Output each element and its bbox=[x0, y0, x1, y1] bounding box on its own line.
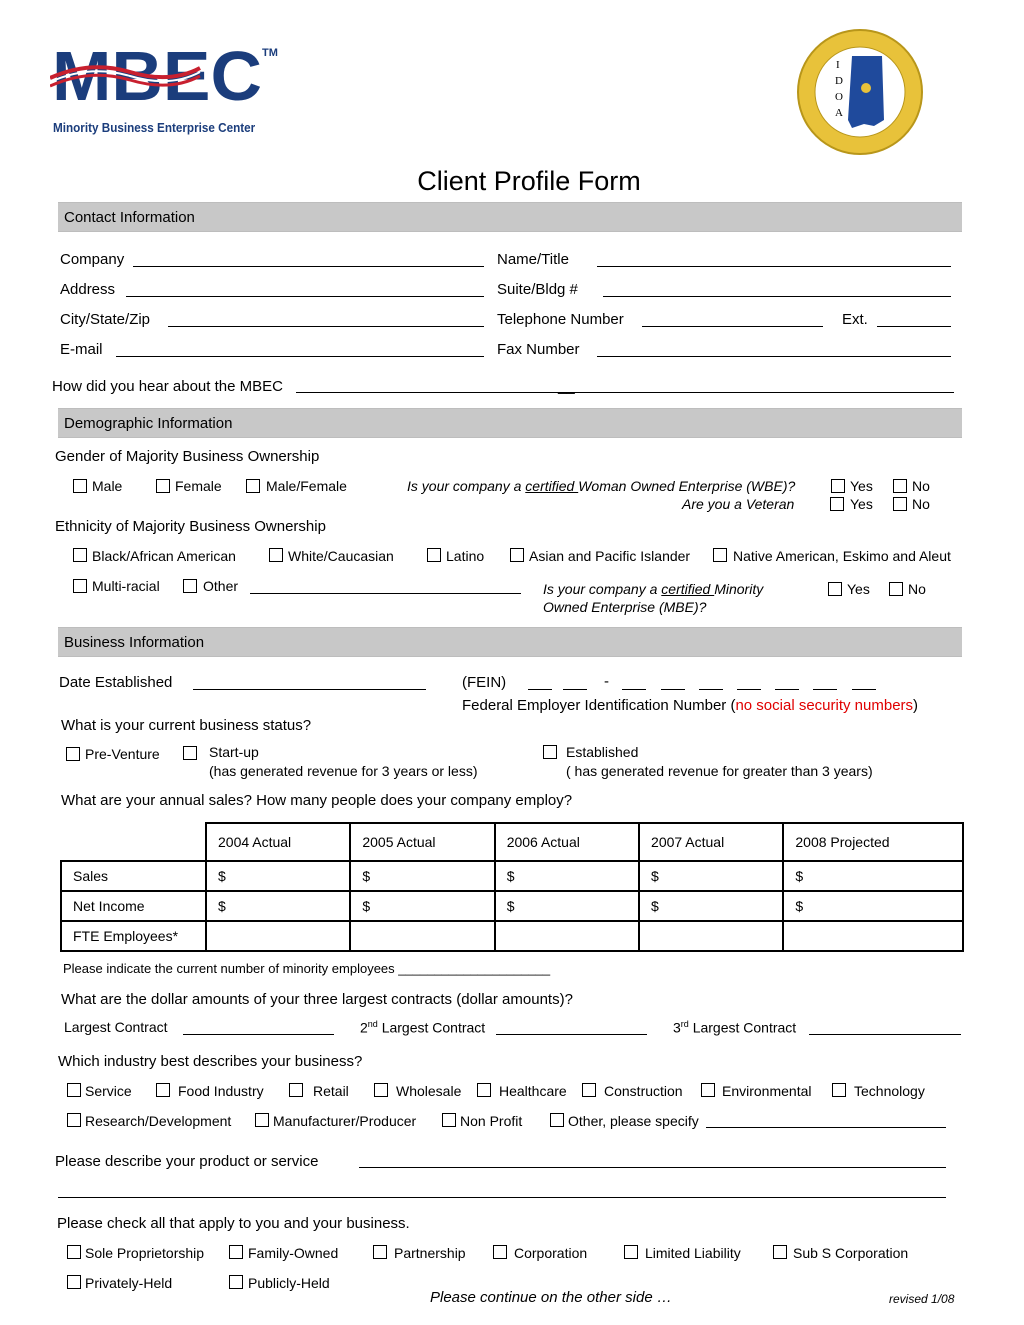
industry-technology-checkbox[interactable] bbox=[832, 1083, 846, 1097]
revision-note: revised 1/08 bbox=[889, 1292, 955, 1306]
other-checkbox[interactable] bbox=[183, 579, 197, 593]
largest-contract-field[interactable] bbox=[183, 1034, 334, 1035]
industry-nonprofit-checkbox[interactable] bbox=[442, 1113, 456, 1127]
black-checkbox[interactable] bbox=[73, 548, 87, 562]
email-label: E-mail bbox=[60, 341, 103, 358]
wbe-no-label: No bbox=[912, 478, 930, 494]
industry-service-label: Service bbox=[85, 1083, 132, 1099]
multi-racial-label: Multi-racial bbox=[92, 578, 160, 594]
startup-note: (has generated revenue for 3 years or less) bbox=[209, 763, 478, 779]
table-cell[interactable]: $ bbox=[783, 861, 963, 891]
industry-healthcare-checkbox[interactable] bbox=[477, 1083, 491, 1097]
female-label: Female bbox=[175, 478, 222, 494]
male-female-checkbox[interactable] bbox=[246, 479, 260, 493]
fein-digit-1[interactable] bbox=[528, 689, 552, 690]
latino-checkbox[interactable] bbox=[427, 548, 441, 562]
row-label: Net Income bbox=[61, 891, 206, 921]
mbe-yes-checkbox[interactable] bbox=[828, 582, 842, 596]
fax-field[interactable] bbox=[597, 356, 951, 357]
company-field[interactable] bbox=[133, 266, 484, 267]
table-row bbox=[61, 861, 963, 891]
mbe-question-line2: Owned Enterprise (MBE)? bbox=[543, 599, 707, 615]
sales-heading: What are your annual sales? How many people does your company employ? bbox=[61, 792, 573, 809]
industry-wholesale-checkbox[interactable] bbox=[374, 1083, 388, 1097]
fein-digit-3[interactable] bbox=[622, 689, 646, 690]
ethnicity-heading: Ethnicity of Majority Business Ownership bbox=[55, 518, 326, 535]
table-cell[interactable]: $ bbox=[639, 861, 783, 891]
name-title-label: Name/Title bbox=[497, 251, 569, 268]
black-label: Black/African American bbox=[92, 548, 236, 564]
limited-liability-checkbox[interactable] bbox=[624, 1245, 638, 1259]
fein-digit-8[interactable] bbox=[813, 689, 837, 690]
industry-environmental-checkbox[interactable] bbox=[701, 1083, 715, 1097]
describe-field-line1[interactable] bbox=[359, 1167, 946, 1168]
industry-wholesale-label: Wholesale bbox=[396, 1083, 462, 1099]
industry-nonprofit-label: Non Profit bbox=[460, 1113, 523, 1129]
mbe-question-certified: certified bbox=[661, 581, 715, 597]
contracts-heading: What are the dollar amounts of your three largest contracts (dollar amounts)? bbox=[61, 991, 573, 1008]
asian-checkbox[interactable] bbox=[510, 548, 524, 562]
form-title: Client Profile Form bbox=[417, 166, 641, 196]
second-contract-label: 2nd Largest Contract bbox=[360, 1019, 486, 1036]
industry-manufacturer-label: Manufacturer/Producer bbox=[273, 1113, 417, 1129]
address-field[interactable] bbox=[126, 296, 484, 297]
industry-research-checkbox[interactable] bbox=[67, 1113, 81, 1127]
third-contract-field[interactable] bbox=[809, 1034, 961, 1035]
column-header: 2006 Actual bbox=[495, 823, 639, 861]
logo-subtitle: Minority Business Enterprise Center bbox=[53, 120, 256, 135]
startup-checkbox[interactable] bbox=[183, 746, 197, 760]
veteran-no-checkbox[interactable] bbox=[893, 497, 907, 511]
table-cell[interactable]: $ bbox=[350, 891, 494, 921]
native-checkbox[interactable] bbox=[713, 548, 727, 562]
industry-food-label: Food Industry bbox=[178, 1083, 264, 1099]
industry-retail-checkbox[interactable] bbox=[289, 1083, 303, 1097]
sole-proprietorship-checkbox[interactable] bbox=[67, 1245, 81, 1259]
mbe-question-post: Minority bbox=[714, 581, 764, 597]
wbe-question-certified: certified bbox=[525, 478, 579, 494]
table-cell[interactable] bbox=[206, 921, 350, 951]
male-label: Male bbox=[92, 478, 123, 494]
industry-healthcare-label: Healthcare bbox=[499, 1083, 567, 1099]
section-business-information bbox=[58, 627, 962, 657]
minority-employees-prompt[interactable]: Please indicate the current number of minority employees _____________________ bbox=[63, 961, 551, 976]
table-header-row bbox=[61, 823, 963, 861]
wbe-question-post: Woman Owned Enterprise (WBE)? bbox=[578, 478, 796, 494]
fein-caption-pre: Federal Employer Identification Number ( bbox=[462, 697, 736, 714]
column-header: 2004 Actual bbox=[206, 823, 350, 861]
established-note: ( has generated revenue for greater than 3 years) bbox=[566, 763, 873, 779]
female-checkbox[interactable] bbox=[156, 479, 170, 493]
sales-table bbox=[60, 822, 964, 952]
pre-venture-checkbox[interactable] bbox=[66, 747, 80, 761]
name-title-field[interactable] bbox=[597, 266, 951, 267]
table-cell[interactable]: $ bbox=[206, 891, 350, 921]
section-title: Business Information bbox=[64, 634, 205, 651]
white-label: White/Caucasian bbox=[288, 548, 394, 564]
svg-text:A: A bbox=[835, 107, 843, 119]
fein-digit-4[interactable] bbox=[661, 689, 685, 690]
idoa-seal bbox=[794, 28, 926, 156]
city-state-zip-label: City/State/Zip bbox=[60, 311, 151, 328]
table-cell[interactable] bbox=[783, 921, 963, 951]
hear-about-tail: __ bbox=[558, 378, 575, 395]
wbe-question-pre: Is your company a bbox=[407, 478, 526, 494]
other-ethnicity-field[interactable] bbox=[250, 593, 521, 594]
ext-label: Ext. bbox=[842, 311, 868, 328]
column-header: 2005 Actual bbox=[350, 823, 494, 861]
hear-about-field[interactable] bbox=[296, 392, 954, 393]
privately-held-checkbox[interactable] bbox=[67, 1275, 81, 1289]
corporation-checkbox[interactable] bbox=[493, 1245, 507, 1259]
other-label: Other bbox=[203, 578, 239, 594]
industry-construction-checkbox[interactable] bbox=[582, 1083, 596, 1097]
industry-environmental-label: Environmental bbox=[722, 1083, 812, 1099]
describe-field-line2[interactable] bbox=[58, 1197, 946, 1198]
sub-s-corporation-checkbox[interactable] bbox=[773, 1245, 787, 1259]
section-title: Demographic Information bbox=[64, 415, 233, 432]
table-row bbox=[61, 921, 963, 951]
fein-digit-2[interactable] bbox=[563, 689, 587, 690]
industry-other-checkbox[interactable] bbox=[550, 1113, 564, 1127]
male-female-label: Male/Female bbox=[266, 478, 347, 494]
publicly-held-checkbox[interactable] bbox=[229, 1275, 243, 1289]
svg-text:D: D bbox=[835, 75, 843, 87]
suite-label: Suite/Bldg # bbox=[497, 281, 578, 298]
telephone-label: Telephone Number bbox=[497, 311, 624, 328]
family-owned-checkbox[interactable] bbox=[229, 1245, 243, 1259]
industry-technology-label: Technology bbox=[854, 1083, 925, 1099]
table-cell[interactable]: $ bbox=[495, 861, 639, 891]
wbe-yes-label: Yes bbox=[850, 478, 873, 494]
mbec-logo bbox=[50, 38, 285, 140]
section-title: Contact Information bbox=[64, 209, 195, 226]
svg-text:O: O bbox=[835, 91, 843, 103]
city-state-zip-field[interactable] bbox=[168, 326, 484, 327]
latino-label: Latino bbox=[446, 548, 485, 564]
veteran-yes-checkbox[interactable] bbox=[830, 497, 844, 511]
fein-digit-9[interactable] bbox=[852, 689, 876, 690]
startup-label: Start-up bbox=[209, 744, 259, 760]
wbe-yes-checkbox[interactable] bbox=[831, 479, 845, 493]
check-all-heading: Please check all that apply to you and your business. bbox=[57, 1215, 410, 1232]
fein-caption bbox=[462, 697, 918, 714]
industry-research-label: Research/Development bbox=[85, 1113, 232, 1129]
largest-contract-label: Largest Contract bbox=[64, 1019, 168, 1035]
wbe-question bbox=[407, 478, 795, 494]
table-cell[interactable]: $ bbox=[639, 891, 783, 921]
column-header: 2007 Actual bbox=[639, 823, 783, 861]
veteran-question: Are you a Veteran bbox=[682, 496, 795, 512]
established-label: Established bbox=[566, 744, 639, 760]
white-checkbox[interactable] bbox=[269, 548, 283, 562]
mbe-question-pre: Is your company a bbox=[543, 581, 662, 597]
industry-other-label: Other, please specify bbox=[568, 1113, 699, 1129]
industry-retail-label: Retail bbox=[313, 1083, 349, 1099]
row-label: Sales bbox=[61, 861, 206, 891]
third-contract-label: 3rd Largest Contract bbox=[673, 1019, 797, 1036]
native-label: Native American, Eskimo and Aleut bbox=[733, 548, 951, 564]
mbe-question bbox=[543, 581, 763, 597]
svg-text:I: I bbox=[836, 59, 840, 71]
column-header: 2008 Projected bbox=[783, 823, 963, 861]
fein-caption-post: ) bbox=[913, 697, 919, 714]
logo-tm: TM bbox=[262, 47, 278, 59]
limited-liability-label: Limited Liability bbox=[645, 1245, 741, 1261]
table-cell[interactable] bbox=[350, 921, 494, 951]
table-cell[interactable] bbox=[495, 921, 639, 951]
fein-digit-7[interactable] bbox=[775, 689, 799, 690]
mbe-no-label: No bbox=[908, 581, 926, 597]
wbe-no-checkbox[interactable] bbox=[893, 479, 907, 493]
industry-construction-label: Construction bbox=[604, 1083, 683, 1099]
row-label: FTE Employees* bbox=[61, 921, 206, 951]
table-cell[interactable]: $ bbox=[206, 861, 350, 891]
mbe-yes-label: Yes bbox=[847, 581, 870, 597]
status-heading: What is your current business status? bbox=[61, 717, 312, 734]
male-checkbox[interactable] bbox=[73, 479, 87, 493]
corporation-label: Corporation bbox=[514, 1245, 588, 1261]
idoa-seal-graphic bbox=[794, 28, 926, 156]
describe-label: Please describe your product or service bbox=[55, 1153, 319, 1170]
table-cell[interactable] bbox=[639, 921, 783, 951]
fein-digit-5[interactable] bbox=[699, 689, 723, 690]
suite-field[interactable] bbox=[603, 296, 951, 297]
table-cell[interactable]: $ bbox=[350, 861, 494, 891]
publicly-held-label: Publicly-Held bbox=[248, 1275, 330, 1291]
fax-label: Fax Number bbox=[497, 341, 580, 358]
telephone-field[interactable] bbox=[642, 326, 823, 327]
gender-heading: Gender of Majority Business Ownership bbox=[55, 448, 320, 465]
address-label: Address bbox=[60, 281, 116, 298]
date-established-field[interactable] bbox=[193, 689, 426, 690]
logo-wordmark: MBEC bbox=[52, 38, 262, 115]
established-checkbox[interactable] bbox=[543, 745, 557, 759]
hear-about-label: How did you hear about the MBEC bbox=[52, 378, 283, 395]
section-contact-information bbox=[58, 202, 962, 232]
ext-field[interactable] bbox=[877, 326, 951, 327]
section-demographic-information bbox=[58, 408, 962, 438]
asian-label: Asian and Pacific Islander bbox=[529, 548, 691, 564]
industry-other-field[interactable] bbox=[706, 1127, 946, 1128]
sub-s-corporation-label: Sub S Corporation bbox=[793, 1245, 909, 1261]
multi-racial-checkbox[interactable] bbox=[73, 579, 87, 593]
second-contract-field[interactable] bbox=[496, 1034, 647, 1035]
table-row bbox=[61, 891, 963, 921]
continue-note: Please continue on the other side … bbox=[430, 1289, 672, 1306]
sole-proprietorship-label: Sole Proprietorship bbox=[85, 1245, 205, 1261]
company-label: Company bbox=[60, 251, 125, 268]
veteran-no-label: No bbox=[912, 496, 930, 512]
family-owned-label: Family-Owned bbox=[248, 1245, 339, 1261]
veteran-yes-label: Yes bbox=[850, 496, 873, 512]
fein-dash: - bbox=[604, 673, 609, 690]
table-cell[interactable]: $ bbox=[783, 891, 963, 921]
industry-manufacturer-checkbox[interactable] bbox=[255, 1113, 269, 1127]
industry-service-checkbox[interactable] bbox=[67, 1083, 81, 1097]
date-established-label: Date Established bbox=[59, 674, 173, 691]
email-field[interactable] bbox=[116, 356, 484, 357]
privately-held-label: Privately-Held bbox=[85, 1275, 173, 1291]
industry-food-checkbox[interactable] bbox=[156, 1083, 170, 1097]
table-cell[interactable]: $ bbox=[495, 891, 639, 921]
mbe-no-checkbox[interactable] bbox=[889, 582, 903, 596]
partnership-checkbox[interactable] bbox=[373, 1245, 387, 1259]
partnership-label: Partnership bbox=[394, 1245, 466, 1261]
fein-label: (FEIN) bbox=[462, 674, 507, 691]
industry-heading: Which industry best describes your business? bbox=[58, 1053, 363, 1070]
fein-caption-warning: no social security numbers bbox=[735, 697, 914, 714]
fein-digit-6[interactable] bbox=[737, 689, 761, 690]
pre-venture-label: Pre-Venture bbox=[85, 746, 160, 762]
